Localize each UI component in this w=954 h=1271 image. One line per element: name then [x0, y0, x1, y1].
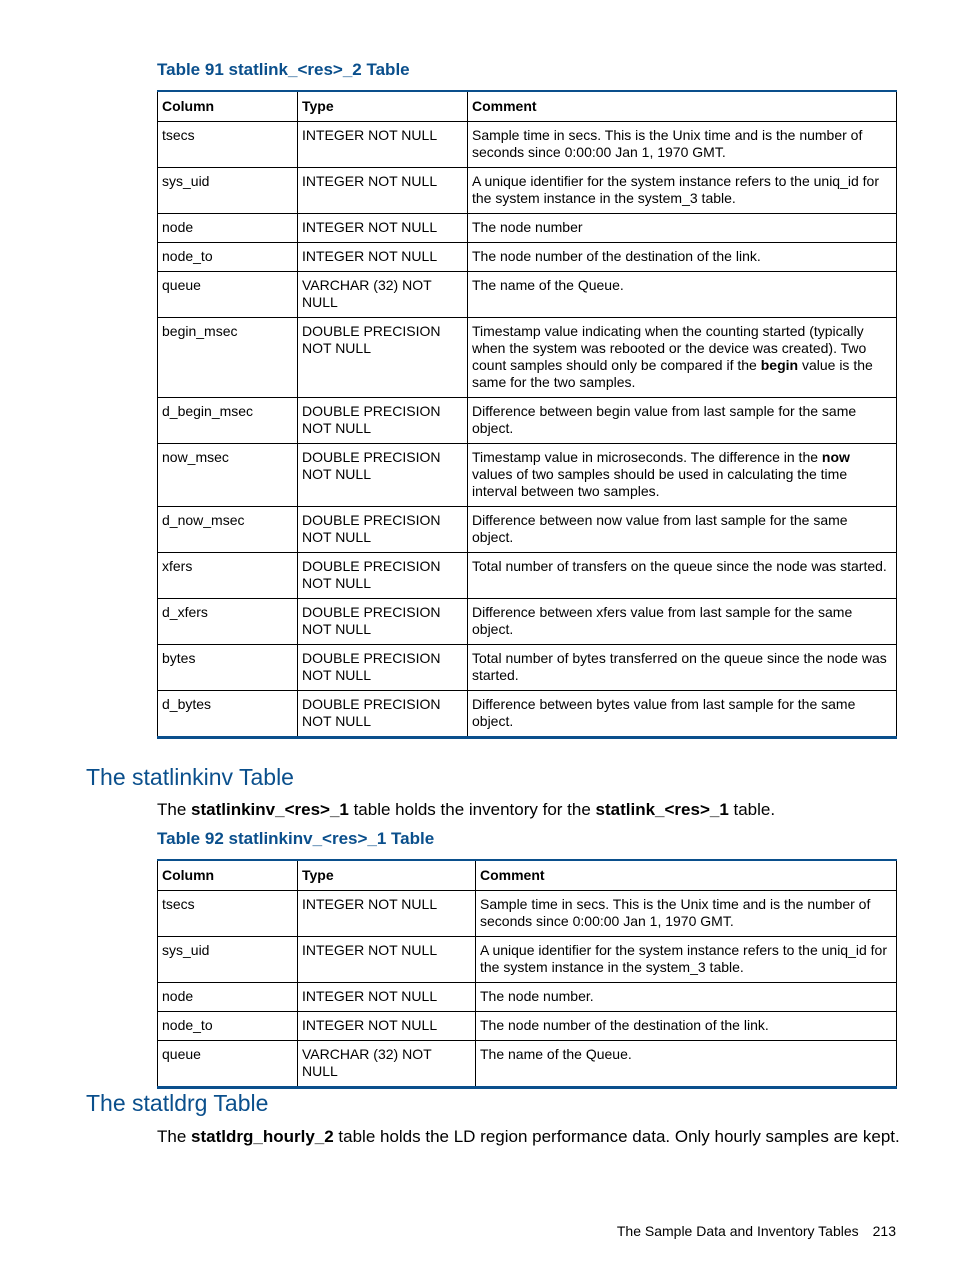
column-name-cell: tsecs — [158, 891, 298, 937]
type-cell: DOUBLE PRECISION NOT NULL — [298, 691, 468, 738]
comment-cell: The name of the Queue. — [468, 272, 897, 318]
column-name-cell: begin_msec — [158, 318, 298, 398]
statldrg-section-title: The statldrg Table — [86, 1090, 269, 1116]
page-number: 213 — [872, 1223, 896, 1239]
column-name-cell: queue — [158, 272, 298, 318]
type-cell: INTEGER NOT NULL — [298, 937, 476, 983]
column-header: Column — [158, 860, 298, 891]
comment-header: Comment — [468, 91, 897, 122]
table-body — [158, 891, 897, 1088]
type-cell: DOUBLE PRECISION NOT NULL — [298, 507, 468, 553]
column-name-cell: sys_uid — [158, 937, 298, 983]
statlink-table — [157, 90, 897, 739]
type-cell: DOUBLE PRECISION NOT NULL — [298, 444, 468, 507]
column-name-cell: node_to — [158, 243, 298, 272]
intro-bold-table: statldrg_hourly_2 — [191, 1127, 334, 1146]
column-name-cell: d_now_msec — [158, 507, 298, 553]
column-header: Column — [158, 91, 298, 122]
statldrg-intro — [157, 1127, 900, 1147]
table-header-row — [158, 860, 897, 891]
statlinkinv-section-title: The statlinkinv Table — [86, 764, 294, 790]
column-name-cell: now_msec — [158, 444, 298, 507]
table-row — [158, 214, 897, 243]
comment-cell: The node number of the destination of the link. — [476, 1012, 897, 1041]
column-name-cell: node — [158, 214, 298, 243]
column-name-cell: queue — [158, 1041, 298, 1088]
table-row — [158, 1012, 897, 1041]
type-cell: INTEGER NOT NULL — [298, 122, 468, 168]
table-body — [158, 122, 897, 738]
type-cell: INTEGER NOT NULL — [298, 1012, 476, 1041]
type-header: Type — [298, 860, 476, 891]
comment-cell — [468, 318, 897, 398]
page-footer — [617, 1223, 896, 1239]
table-row — [158, 507, 897, 553]
comment-text: values of two samples should be used in calculating the time interval between two samples. — [472, 466, 848, 499]
comment-cell: The node number. — [476, 983, 897, 1012]
comment-cell: The node number of the destination of the link. — [468, 243, 897, 272]
column-name-cell: node_to — [158, 1012, 298, 1041]
comment-cell: Difference between bytes value from last sample for the same object. — [468, 691, 897, 738]
comment-keyword: now — [821, 449, 850, 465]
intro-text: table. — [728, 800, 776, 819]
type-cell: DOUBLE PRECISION NOT NULL — [298, 318, 468, 398]
intro-bold-table: statlink_<res>_1 — [595, 800, 729, 819]
comment-text: value is the same for the two samples. — [472, 357, 873, 390]
type-cell: INTEGER NOT NULL — [298, 214, 468, 243]
table-row — [158, 272, 897, 318]
comment-cell: The name of the Queue. — [476, 1041, 897, 1088]
type-cell: VARCHAR (32) NOT NULL — [298, 272, 468, 318]
statlinkinv-table — [157, 859, 897, 1089]
table-row — [158, 168, 897, 214]
type-cell: INTEGER NOT NULL — [298, 983, 476, 1012]
table-row — [158, 645, 897, 691]
table-row — [158, 1041, 897, 1088]
table-row — [158, 553, 897, 599]
type-header: Type — [298, 91, 468, 122]
comment-cell: A unique identifier for the system instance refers to the uniq_id for the system instance in the system_3 table. — [476, 937, 897, 983]
type-cell: VARCHAR (32) NOT NULL — [298, 1041, 476, 1088]
statlinkinv-intro — [157, 800, 775, 820]
table-row — [158, 122, 897, 168]
type-cell: DOUBLE PRECISION NOT NULL — [298, 645, 468, 691]
table-row — [158, 891, 897, 937]
intro-text: table holds the inventory for the — [348, 800, 596, 819]
type-cell: INTEGER NOT NULL — [298, 243, 468, 272]
table-91-caption: Table 91 statlink_<res>_2 Table — [157, 60, 410, 79]
table-row — [158, 691, 897, 738]
comment-cell: Difference between xfers value from last sample for the same object. — [468, 599, 897, 645]
column-name-cell: node — [158, 983, 298, 1012]
comment-cell: A unique identifier for the system instance refers to the uniq_id for the system instance in the system_3 table. — [468, 168, 897, 214]
comment-header: Comment — [476, 860, 897, 891]
type-cell: DOUBLE PRECISION NOT NULL — [298, 553, 468, 599]
column-name-cell: xfers — [158, 553, 298, 599]
intro-bold-table: statlinkinv_<res>_1 — [191, 800, 349, 819]
intro-text: The — [157, 800, 192, 819]
intro-text: table holds the LD region performance data. Only hourly samples are kept. — [333, 1127, 900, 1146]
table-row — [158, 243, 897, 272]
table-row — [158, 937, 897, 983]
table-row — [158, 599, 897, 645]
comment-cell: Sample time in secs. This is the Unix time and is the number of seconds since 0:00:00 Jan 1, 1970 GMT. — [468, 122, 897, 168]
column-name-cell: d_bytes — [158, 691, 298, 738]
table-row — [158, 318, 897, 398]
comment-cell: The node number — [468, 214, 897, 243]
comment-keyword: begin — [760, 357, 799, 373]
column-name-cell: sys_uid — [158, 168, 298, 214]
comment-cell — [468, 444, 897, 507]
comment-cell: Total number of transfers on the queue since the node was started. — [468, 553, 897, 599]
comment-cell: Difference between begin value from last sample for the same object. — [468, 398, 897, 444]
table-header-row — [158, 91, 897, 122]
type-cell: DOUBLE PRECISION NOT NULL — [298, 398, 468, 444]
comment-cell: Difference between now value from last sample for the same object. — [468, 507, 897, 553]
column-name-cell: tsecs — [158, 122, 298, 168]
table-92-caption: Table 92 statlinkinv_<res>_1 Table — [157, 829, 435, 848]
footer-title: The Sample Data and Inventory Tables — [616, 1223, 859, 1239]
table-row — [158, 983, 897, 1012]
comment-text: Timestamp value in microseconds. The difference in the — [472, 449, 822, 465]
comment-cell: Total number of bytes transferred on the queue since the node was started. — [468, 645, 897, 691]
type-cell: DOUBLE PRECISION NOT NULL — [298, 599, 468, 645]
intro-text: The — [157, 1127, 192, 1146]
type-cell: INTEGER NOT NULL — [298, 891, 476, 937]
table-row — [158, 444, 897, 507]
column-name-cell: d_xfers — [158, 599, 298, 645]
column-name-cell: bytes — [158, 645, 298, 691]
type-cell: INTEGER NOT NULL — [298, 168, 468, 214]
table-row — [158, 398, 897, 444]
comment-cell: Sample time in secs. This is the Unix time and is the number of seconds since 0:00:00 Jan 1, 1970 GMT. — [476, 891, 897, 937]
column-name-cell: d_begin_msec — [158, 398, 298, 444]
comment-text: Timestamp value indicating when the counting started (typically when the system was rebooted or the device was created). Two count samples should only be compared if the — [472, 323, 867, 373]
